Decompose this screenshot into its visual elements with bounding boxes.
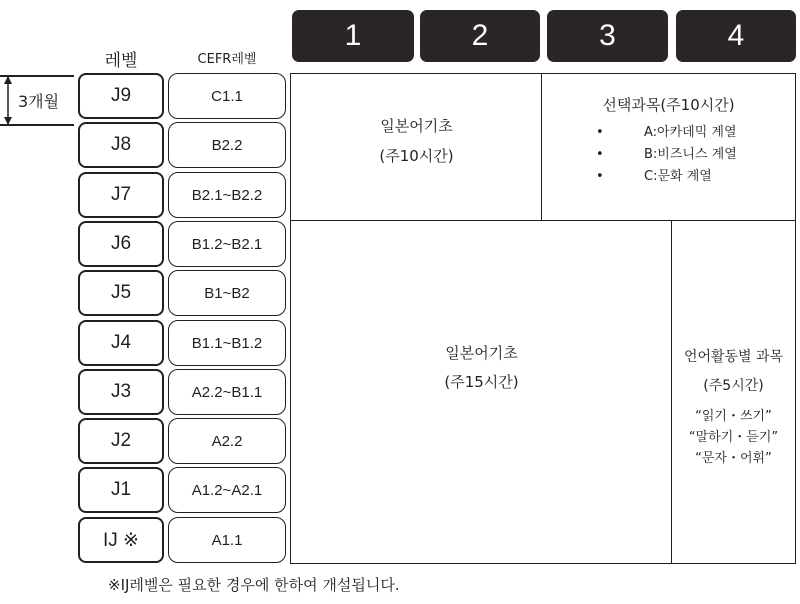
cefr-box: B2.1~B2.2 xyxy=(168,172,286,218)
course-elective-list xyxy=(596,122,737,188)
course-elective xyxy=(541,73,796,222)
course-basic-upper-hours: (주10시간) xyxy=(379,147,454,165)
level-box: J6 xyxy=(78,221,164,267)
course-activity-hours: (주5시간) xyxy=(703,378,764,394)
level-box: J3 xyxy=(78,369,164,415)
level-box: IJ ※ xyxy=(78,517,164,563)
cefr-header: CEFR레벨 xyxy=(197,52,257,67)
level-header: 레벨 xyxy=(104,51,138,71)
cefr-box: B1.2~B2.1 xyxy=(168,221,286,267)
cefr-box: B2.2 xyxy=(168,122,286,168)
cefr-box: A1.1 xyxy=(168,517,286,563)
cefr-box: C1.1 xyxy=(168,73,286,119)
level-box: J4 xyxy=(78,320,164,366)
course-basic-lower-title: 일본어기초 xyxy=(445,344,518,362)
tab-3: 3 xyxy=(547,10,668,62)
tab-1: 1 xyxy=(292,10,414,62)
cefr-box: A2.2 xyxy=(168,418,286,464)
course-activity-title: 언어활동별 과목 xyxy=(683,349,784,365)
list-item: • C:문화 계열 xyxy=(596,169,712,184)
footnote: ※IJ레벨은 필요한 경우에 한하여 개설됩니다. xyxy=(108,576,400,594)
course-elective-title: 선택과목(주10시간) xyxy=(602,96,735,114)
tab-4: 4 xyxy=(676,10,796,62)
cefr-box: B1~B2 xyxy=(168,270,286,316)
list-item: • A:아카데믹 계열 xyxy=(596,125,737,140)
list-item-text: C:문화 계열 xyxy=(644,169,712,184)
course-basic-lower xyxy=(290,220,673,564)
course-activity-item: “읽기・쓰기” xyxy=(695,409,772,424)
level-box: J9 xyxy=(78,73,164,119)
list-item-text: B:비즈니스 계열 xyxy=(644,147,737,162)
course-basic-upper-title: 일본어기초 xyxy=(380,117,453,135)
course-activity-item: “문자・어휘” xyxy=(695,451,772,466)
course-activity-item: “말하기・듣기” xyxy=(688,430,779,445)
course-activity xyxy=(671,220,796,564)
cefr-box: B1.1~B1.2 xyxy=(168,320,286,366)
list-item-text: A:아카데믹 계열 xyxy=(644,125,737,140)
cefr-box: A1.2~A2.1 xyxy=(168,467,286,513)
level-box: J2 xyxy=(78,418,164,464)
list-item: • B:비즈니스 계열 xyxy=(596,147,737,162)
tab-2: 2 xyxy=(420,10,540,62)
level-box: J7 xyxy=(78,172,164,218)
duration-label: 3개월 xyxy=(18,92,60,111)
cefr-box: A2.2~B1.1 xyxy=(168,369,286,415)
course-basic-lower-hours: (주15시간) xyxy=(444,373,519,391)
level-box: J5 xyxy=(78,270,164,316)
level-box: J8 xyxy=(78,122,164,168)
course-basic-upper xyxy=(290,73,543,222)
double-arrow-icon xyxy=(2,75,14,126)
level-box: J1 xyxy=(78,467,164,513)
